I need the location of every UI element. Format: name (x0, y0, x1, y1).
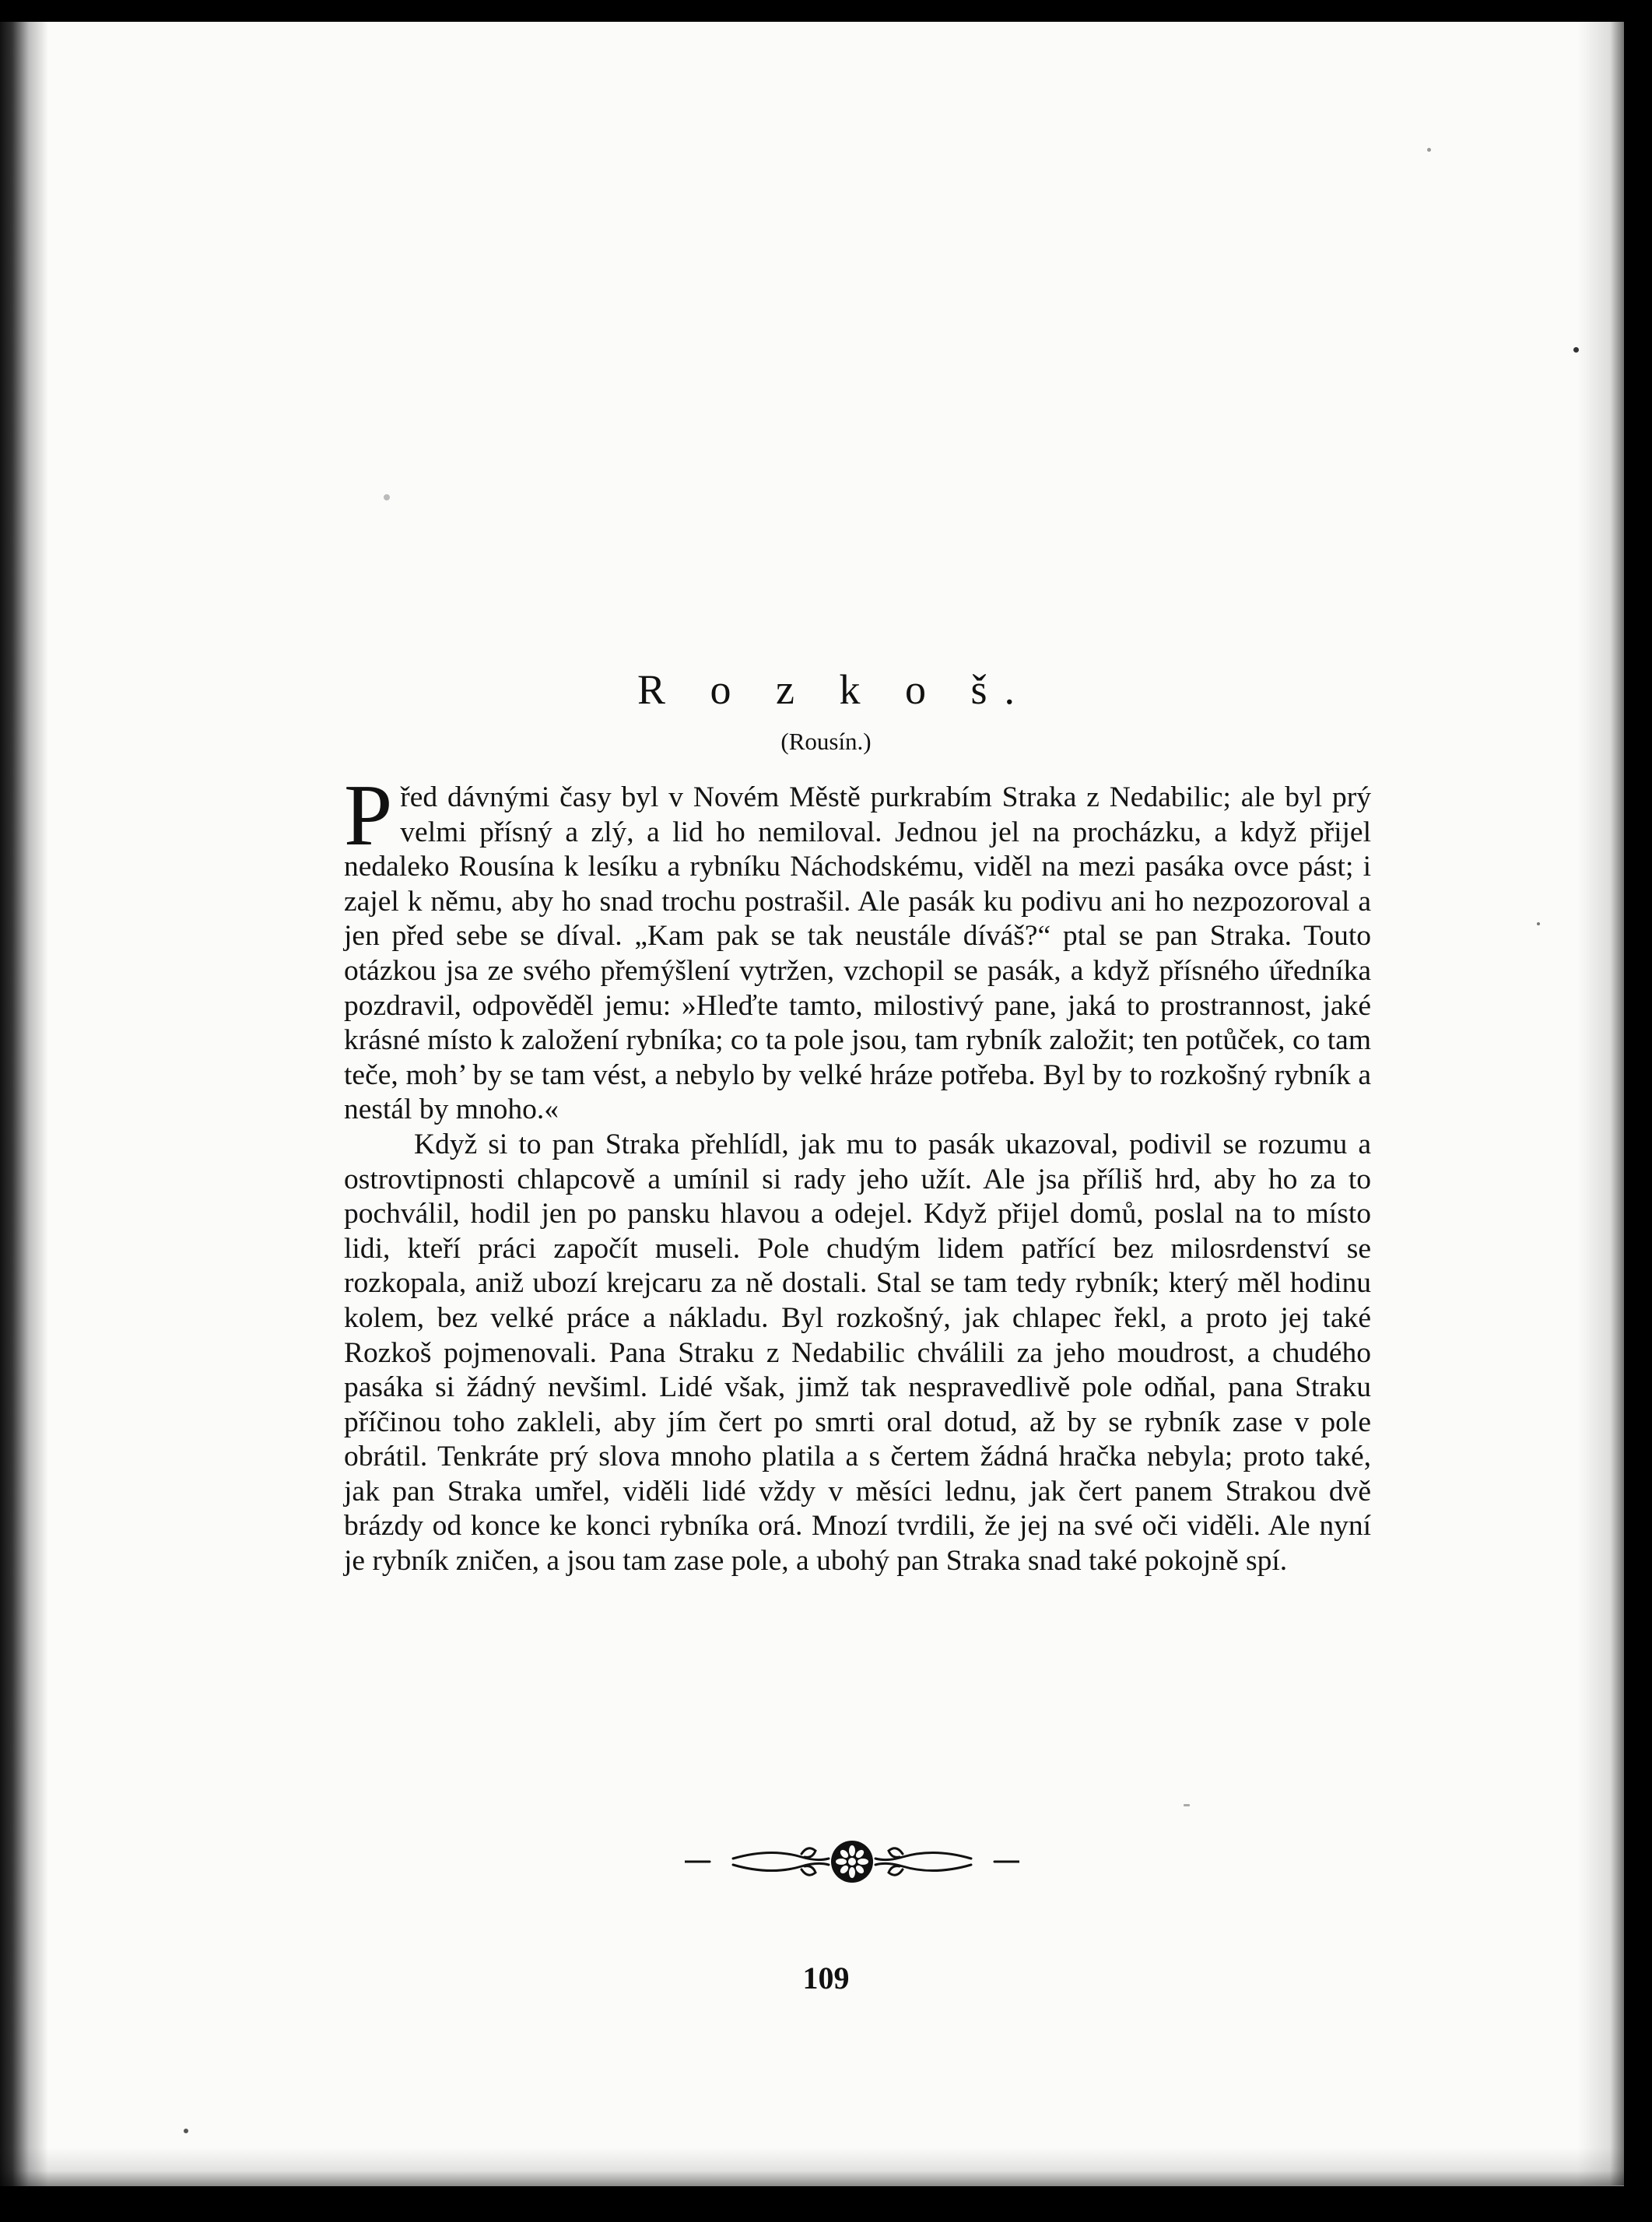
scan-speck (1184, 1804, 1190, 1806)
scan-speck (384, 494, 390, 500)
scan-speck (184, 2129, 188, 2133)
floral-divider-icon (685, 1838, 1019, 1885)
story-body (344, 767, 1371, 1579)
drop-cap: P (344, 767, 393, 864)
page-subtitle: (Rousín.) (780, 728, 872, 755)
page-bottom-border (0, 2186, 1652, 2222)
scan-speck (1537, 922, 1540, 925)
scan-speck (1573, 347, 1579, 353)
page-left-edge-shadow (0, 0, 48, 2222)
page-title: R o z k o š. (637, 666, 1032, 713)
paragraph-1 (344, 767, 1371, 1128)
scan-speck (1427, 148, 1431, 152)
page-right-edge-shadow (1577, 22, 1624, 2185)
paragraph-2: Když si to pan Straka přehlídl, jak mu to pasák ukazoval, podivil se rozumu a ostrovtipnosti chlapcově a umínil si rady jeho užít. Ale jsa příliš hrd, aby ho za to pochválil, hodil jen po pansku hlavou a odejel. Když přijel domů, poslal na to místo lidi, kteří práci započít museli. Pole chudým lidem patřící bez milosrdenství se rozkopala, aniž ubozí krejcaru za ně dostali. Stal se tam tedy rybník; který měl hodinu kolem, bez velké práce a nákladu. Byl rozkošný, jak chlapec řekl, a proto jej také Rozkoš pojmenovali. Pana Straku z Nedabilic chválili za jeho moudrost, a chudého pasáka si žádný nevšiml. Lidé však, jimž tak nespravedlivě pole odňal, pana Straku příčinou toho zakleli, aby jím čert po smrti oral dotud, až by se rybník zase v pole obrátil. Tenkráte prý slova mnoho platila a s čertem žádná hračka nebyla; proto také, jak pan Straka umřel, viděli lidé vždy v měsíci lednu, jak čert panem Strakou dvě brázdy od konce ke konci rybníka orá. Mnozí tvrdili, že jej na své oči viděli. Ale nyní je rybník zničen, a jsou tam zase pole, a ubohý pan Straka snad také pokojně spí. (344, 1128, 1371, 1578)
page-number: 109 (802, 1960, 850, 1996)
paragraph-1-text: řed dávnými časy byl v Novém Městě purkrabím Straka z Nedabilic; ale byl prý velmi přísný a zlý, a lid ho nemiloval. Jednou jel na procházku, a když přijel nedaleko Rousína k lesíku a rybníku Náchodskému, viděl na mezi pasáka ovce pást; i zajel k němu, aby ho snad trochu postrašil. Ale pasák ku podivu ani ho nezpozoroval a jen před sebe se díval. „Kam pak se tak neustále díváš?“ ptal se pan Straka. Touto otázkou jsa ze svého přemýšlení vytržen, vzchopil se pasák, a když přísného úředníka pozdravil, odpověděl jemu: »Hleďte tamto, milostivý pane, jaká to prostrannost, jaké krásné místo k založení rybníka; co ta pole jsou, tam rybník založit; ten potůček, co tam teče, moh’ by se tam vést, a nebylo by velké hráze potřeba. Byl by to rozkošný rybník a nestál by mnoho.« (344, 781, 1371, 1126)
page-top-border (0, 0, 1652, 22)
page-right-border (1624, 0, 1652, 2222)
page-bottom-edge-shadow (0, 2147, 1652, 2186)
